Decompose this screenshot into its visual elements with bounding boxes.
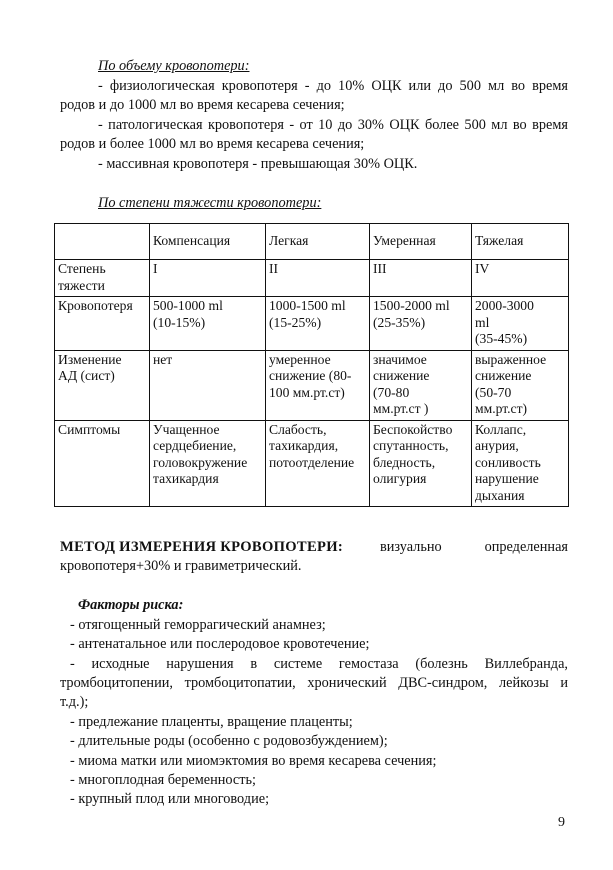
table-cell: Симптомы — [55, 420, 150, 507]
list-item: - исходные нарушения в системе гемостаза (болезнь Виллебранда, — [70, 656, 568, 672]
list-item: - длительные роды (особенно с родовозбуждением); — [70, 733, 388, 749]
table-cell: нет — [150, 350, 266, 420]
table-row — [55, 420, 569, 507]
section-heading-volume: По объему кровопотери: — [98, 58, 250, 74]
table-cell: I — [150, 260, 266, 297]
table-cell: 2000-3000 ml (35-45%) — [472, 297, 569, 351]
table-header-cell: Тяжелая — [472, 224, 569, 260]
table-cell: Коллапс, анурия, сонливость нарушение дыхания — [472, 420, 569, 507]
list-item: - крупный плод или многоводие; — [70, 791, 270, 807]
list-item-physiological: - физиологическая кровопотеря - до 10% ОЦК или до 500 мл во время — [98, 78, 568, 94]
table-header-cell — [55, 224, 150, 260]
table-cell: III — [370, 260, 472, 297]
method-label: МЕТОД ИЗМЕРЕНИЯ КРОВОПОТЕРИ: — [60, 539, 344, 555]
table-cell: умеренное снижение (80- 100 мм.рт.ст) — [266, 350, 370, 420]
list-item-pathological-cont: родов и более 1000 мл во время кесарева сечения; — [60, 136, 365, 152]
table-cell: Степень тяжести — [55, 260, 150, 297]
table-header-cell: Компенсация — [150, 224, 266, 260]
table-cell: II — [266, 260, 370, 297]
method-text-cont: кровопотеря+30% и гравиметрический. — [60, 558, 302, 574]
table-cell: Учащенное сердцебиение, головокружение тахикардия — [150, 420, 266, 507]
list-item-physiological-cont: родов и до 1000 мл во время кесарева сечения; — [60, 97, 345, 113]
list-item-cont: тромбоцитопении, тромбоцитопатии, хронический ДВС-синдром, лейкозы и — [60, 675, 568, 691]
table-row — [55, 260, 569, 297]
list-item: - отягощенный геморрагический анамнез; — [70, 617, 326, 633]
table-cell: 500-1000 ml (10-15%) — [150, 297, 266, 351]
section-heading-severity: По степени тяжести кровопотери: — [98, 195, 322, 211]
method-text: визуально определенная — [380, 539, 568, 555]
table-cell: 1000-1500 ml (15-25%) — [266, 297, 370, 351]
list-item: - многоплодная беременность; — [70, 772, 256, 788]
list-item: - миома матки или миомэктомия во время кесарева сечения; — [70, 753, 437, 769]
list-item-pathological: - патологическая кровопотеря - от 10 до 30% ОЦК более 500 мл во время — [98, 117, 568, 133]
table-header-row — [55, 224, 569, 260]
list-item-massive: - массивная кровопотеря - превышающая 30% ОЦК. — [98, 156, 418, 172]
risk-heading: Факторы риска: — [78, 597, 184, 613]
table-cell: значимое снижение (70-80 мм.рт.ст ) — [370, 350, 472, 420]
table-cell: 1500-2000 ml (25-35%) — [370, 297, 472, 351]
table-header-cell: Умеренная — [370, 224, 472, 260]
table-cell: Беспокойство спутанность, бледность, олигурия — [370, 420, 472, 507]
table-row — [55, 350, 569, 420]
list-item: - предлежание плаценты, вращение плаценты; — [70, 714, 353, 730]
page-number: 9 — [558, 815, 565, 830]
table-cell: Изменение АД (сист) — [55, 350, 150, 420]
table-cell: выраженное снижение (50-70 мм.рт.ст) — [472, 350, 569, 420]
table-header-cell: Легкая — [266, 224, 370, 260]
table-cell: IV — [472, 260, 569, 297]
table-row — [55, 297, 569, 351]
table-cell: Слабость, тахикардия, потоотделение — [266, 420, 370, 507]
list-item-cont: т.д.); — [60, 694, 89, 710]
list-item: - антенатальное или послеродовое кровотечение; — [70, 636, 370, 652]
table-cell: Кровопотеря — [55, 297, 150, 351]
blood-loss-table — [54, 223, 569, 507]
